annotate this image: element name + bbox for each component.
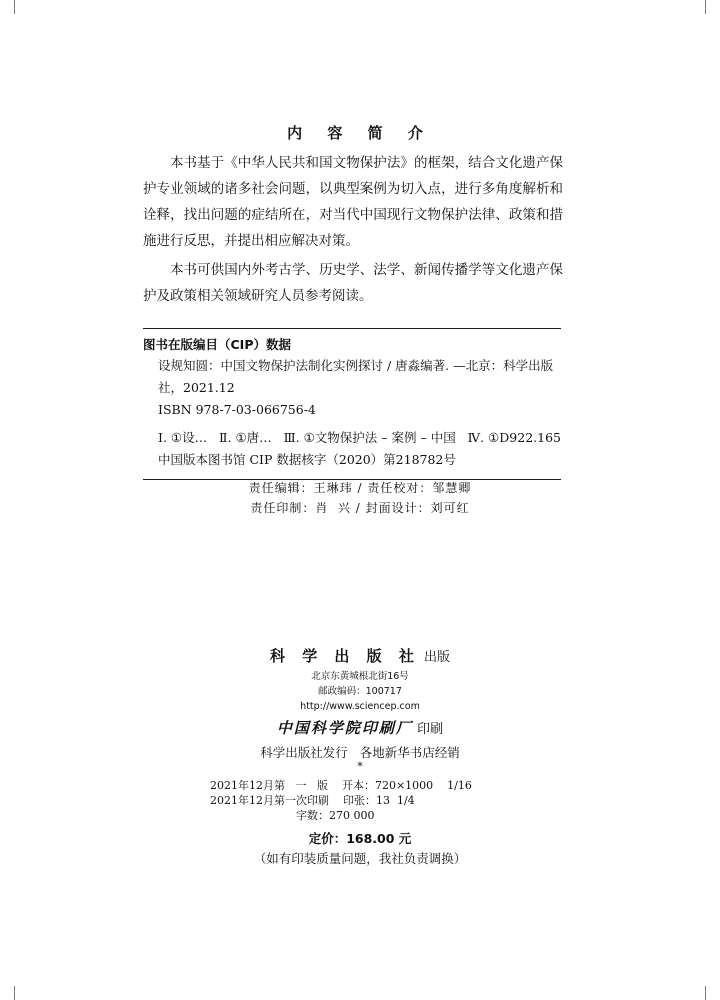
cip-isbn: ISBN 978-7-03-066756-4: [158, 402, 316, 417]
crop-mark-top-left: [0, 0, 15, 14]
staff-line-production: 责任印制：肖 兴 / 封面设计：刘可红: [250, 501, 470, 515]
publisher-logo-text: 科 学 出 版 社: [269, 647, 420, 665]
cip-heading: 图书在版编目（CIP）数据: [143, 337, 291, 352]
publisher-suffix: 出版: [424, 650, 451, 665]
cip-classification: [143, 427, 561, 449]
crop-mark-top-right: [705, 0, 720, 14]
cip-class-item: Ⅲ. ①文物保护法 – 案例 – 中国: [283, 430, 456, 445]
word-count: 字数：270 000: [296, 809, 375, 822]
separator-star: *: [357, 760, 363, 773]
price: 定价：168.00 元: [308, 831, 412, 846]
crop-mark-bottom-right: [705, 986, 720, 1000]
abstract-paragraph: 本书基于《中华人民共和国文物保护法》的框架，结合文化遗产保护专业领域的诸多社会问题，以典型案例为切入点，进行多角度解析和诠释，找出问题的症结所在，对当代中国现行文物保护法律、政策和措施进行反思，并提出相应解决对策。: [143, 155, 563, 249]
cip-top-rule: [143, 328, 561, 329]
publisher-address: 北京东黄城根北街16号: [311, 671, 409, 682]
cip-number: 中国版本图书馆 CIP 数据核字（2020）第218782号: [158, 452, 456, 467]
publisher-postcode: 邮政编码：100717: [318, 686, 402, 697]
staff-line-editors: 责任编辑：王琳玮 / 责任校对：邹慧卿: [248, 481, 472, 495]
printer-logo-text: 中国科学院印刷厂: [276, 719, 413, 737]
staff-credits: [0, 478, 720, 518]
print-specs: [210, 778, 510, 823]
colophon: [0, 645, 720, 869]
printer-row: [0, 716, 720, 742]
printer-suffix: 印刷: [417, 722, 444, 737]
publisher-website: http://www.sciencep.com: [300, 701, 420, 712]
abstract-paragraph: 本书可供国内外考古学、历史学、法学、新闻传播学等文化遗产保护及政策相关领域研究人员参考阅读。: [143, 262, 563, 304]
quality-note: （如有印装质量问题，我社负责调换）: [253, 851, 467, 866]
abstract-body: [143, 150, 563, 312]
cip-data-block: [143, 328, 561, 480]
edition-line: 2021年12月第 一 版 开本：720×1000 1/16: [210, 779, 472, 792]
cip-class-item: Ⅰ. ①设…: [158, 430, 208, 445]
distribution-line: 科学出版社发行 各地新华书店经销: [260, 745, 460, 760]
cip-class-item: Ⅳ. ①D922.165: [467, 430, 561, 445]
cip-title-line: 设规知圆：中国文物保护法制化实例探讨 / 唐淼编著. —北京：科学出版社，2021.12: [158, 358, 554, 395]
cip-class-item: Ⅱ. ①唐…: [219, 430, 272, 445]
abstract-title: 内 容 简 介: [287, 124, 433, 142]
crop-mark-bottom-left: [0, 986, 15, 1000]
printing-line: 2021年12月第一次印刷 印张：13 1/4: [210, 794, 415, 807]
publisher-row: [0, 645, 720, 669]
